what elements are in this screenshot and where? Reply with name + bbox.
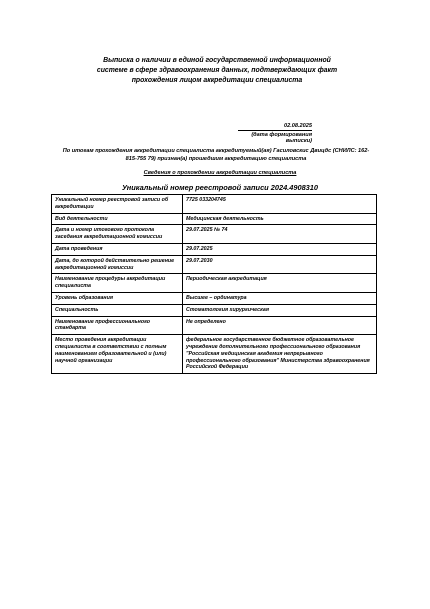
row-label: Уникальный номер реестровой записи об аккредитации — [52, 195, 183, 214]
formation-date: 02.08.2025 — [238, 123, 312, 131]
row-value: 7725 033204745 — [183, 195, 377, 214]
row-value: Периодическая аккредитация — [183, 274, 377, 293]
row-label: Дата, до которой действительно решение аккредитационной комиссии — [52, 255, 183, 274]
title-line: системе в сфере здравоохранения данных, подтверждающих факт — [96, 66, 338, 74]
row-label: Наименование процедуры аккредитации специалиста — [52, 274, 183, 293]
section-heading: Сведения о прохождении аккредитации специалиста — [143, 170, 297, 176]
row-value: федеральное государственное бюджетное образовательное учреждение дополнительного профессионального образования "Российская медицинская академия непрерывного профессионального образования" Министерства здравоохранения Российской Федерации — [183, 335, 377, 374]
registry-number-heading: Уникальный номер реестровой записи 2024.4908310 — [121, 183, 319, 192]
row-label: Уровень образования — [52, 292, 183, 304]
table-row — [52, 243, 377, 255]
row-value: Стоматология хирургическая — [183, 304, 377, 316]
title-line: Выписка о наличии в единой государственной информационной — [103, 57, 331, 64]
row-label: Дата и номер итогового протокола заседания аккредитационной комиссии — [52, 225, 183, 244]
row-label: Вид деятельности — [52, 213, 183, 225]
table-row — [52, 255, 377, 274]
table-row — [52, 292, 377, 304]
table-row — [52, 304, 377, 316]
table-row — [52, 195, 377, 214]
row-value: 29.07.2030 — [183, 255, 377, 274]
accreditation-statement: По итогам прохождения аккредитации специалиста аккредитуемый(ая) Гасиловскис Двицдс (СНИЛС: 162-815-755 79) признан(а) прошедшим аккредитацию специалиста — [62, 148, 370, 162]
formation-date-caption: (дата формирования выписки) — [251, 132, 312, 144]
row-value: 29.07.2025 № 74 — [183, 225, 377, 244]
accreditation-details-table — [51, 194, 377, 374]
row-value: Высшее – ординатура — [183, 292, 377, 304]
row-value: Медицинская деятельность — [183, 213, 377, 225]
table-row — [52, 274, 377, 293]
table-row — [52, 225, 377, 244]
formation-date-block — [238, 123, 312, 144]
table-row — [52, 316, 377, 335]
row-value: 29.07.2025 — [183, 243, 377, 255]
table-row — [52, 335, 377, 374]
row-label: Место проведения аккредитации специалиста в соответствии с полным наименованием образовательной и (или) научной организации — [52, 335, 183, 374]
row-label: Специальность — [52, 304, 183, 316]
title-line: прохождения лицом аккредитации специалиста — [131, 76, 303, 84]
row-label: Дата проведения — [52, 243, 183, 255]
document-title — [92, 56, 342, 85]
table-row — [52, 213, 377, 225]
row-label: Наименование профессионального стандарта — [52, 316, 183, 335]
row-value: Не определено — [183, 316, 377, 335]
